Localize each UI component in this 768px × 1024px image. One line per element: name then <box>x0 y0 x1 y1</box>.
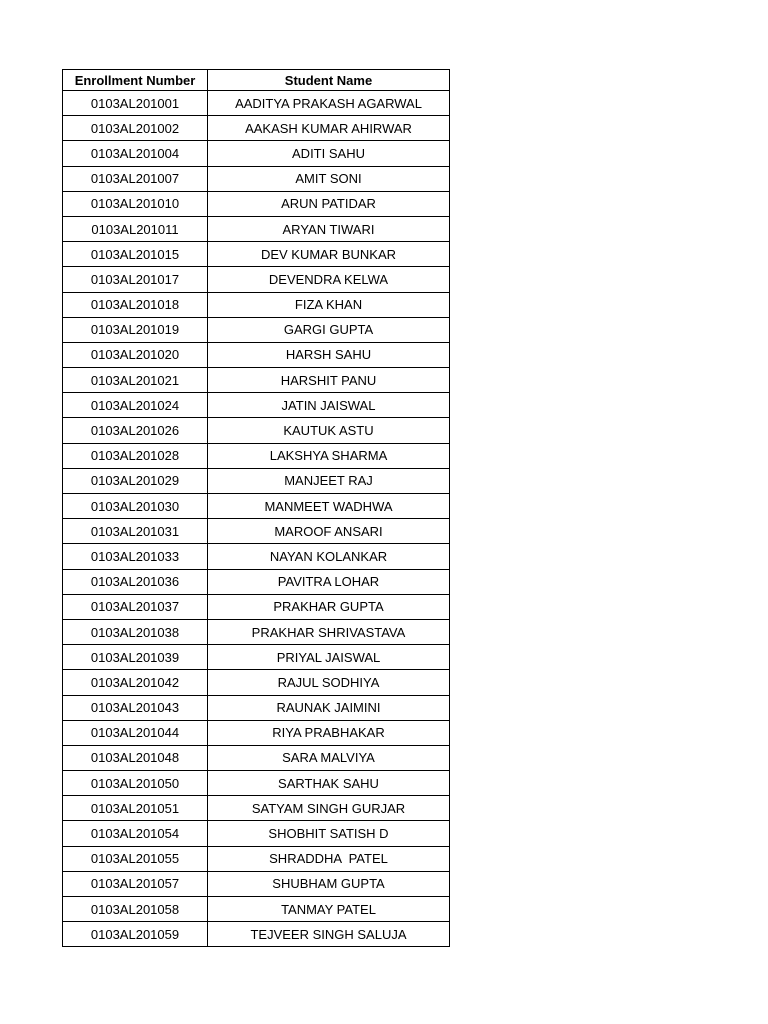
table-row <box>63 494 450 519</box>
table-row <box>63 116 450 141</box>
student-name-cell: HARSHIT PANU <box>208 368 450 393</box>
table-row <box>63 821 450 846</box>
student-name-cell: RAJUL SODHIYA <box>208 670 450 695</box>
student-name-cell: AAKASH KUMAR AHIRWAR <box>208 116 450 141</box>
student-name-cell: MANJEET RAJ <box>208 468 450 493</box>
table-row <box>63 91 450 116</box>
student-name-cell: AADITYA PRAKASH AGARWAL <box>208 91 450 116</box>
enrollment-number-cell: 0103AL201029 <box>63 468 208 493</box>
enrollment-number-cell: 0103AL201057 <box>63 871 208 896</box>
table-row <box>63 922 450 947</box>
table-row <box>63 242 450 267</box>
student-name-cell: GARGI GUPTA <box>208 317 450 342</box>
enrollment-number-cell: 0103AL201050 <box>63 771 208 796</box>
enrollment-number-cell: 0103AL201024 <box>63 393 208 418</box>
student-name-cell: HARSH SAHU <box>208 342 450 367</box>
enrollment-number-cell: 0103AL201037 <box>63 594 208 619</box>
student-name-cell: RIYA PRABHAKAR <box>208 720 450 745</box>
enrollment-number-cell: 0103AL201001 <box>63 91 208 116</box>
student-name-cell: SHOBHIT SATISH D <box>208 821 450 846</box>
table-row <box>63 216 450 241</box>
student-name-cell: ADITI SAHU <box>208 141 450 166</box>
enrollment-number-cell: 0103AL201020 <box>63 342 208 367</box>
enrollment-number-cell: 0103AL201043 <box>63 695 208 720</box>
student-name-cell: PRIYAL JAISWAL <box>208 645 450 670</box>
enrollment-number-cell: 0103AL201058 <box>63 897 208 922</box>
table-row <box>63 645 450 670</box>
table-row <box>63 796 450 821</box>
student-name-cell: SHUBHAM GUPTA <box>208 871 450 896</box>
student-name-cell: MANMEET WADHWA <box>208 494 450 519</box>
enrollment-number-cell: 0103AL201002 <box>63 116 208 141</box>
student-name-cell: RAUNAK JAIMINI <box>208 695 450 720</box>
enrollment-number-cell: 0103AL201039 <box>63 645 208 670</box>
table-row <box>63 292 450 317</box>
student-name-cell: FIZA KHAN <box>208 292 450 317</box>
enrollment-number-cell: 0103AL201051 <box>63 796 208 821</box>
enrollment-number-cell: 0103AL201017 <box>63 267 208 292</box>
table-row <box>63 443 450 468</box>
enrollment-number-cell: 0103AL201021 <box>63 368 208 393</box>
table-row <box>63 594 450 619</box>
enrollment-number-cell: 0103AL201042 <box>63 670 208 695</box>
student-name-cell: KAUTUK ASTU <box>208 418 450 443</box>
table-row <box>63 569 450 594</box>
table-row <box>63 846 450 871</box>
enrollment-number-cell: 0103AL201007 <box>63 166 208 191</box>
header-row <box>63 70 450 91</box>
enrollment-number-cell: 0103AL201004 <box>63 141 208 166</box>
enrollment-number-cell: 0103AL201026 <box>63 418 208 443</box>
enrollment-number-cell: 0103AL201019 <box>63 317 208 342</box>
table-row <box>63 342 450 367</box>
enrollment-number-cell: 0103AL201044 <box>63 720 208 745</box>
table-row <box>63 745 450 770</box>
enrollment-number-cell: 0103AL201018 <box>63 292 208 317</box>
table-row <box>63 317 450 342</box>
table-body <box>63 91 450 947</box>
table-row <box>63 468 450 493</box>
table-row <box>63 670 450 695</box>
table-row <box>63 418 450 443</box>
student-name-cell: TANMAY PATEL <box>208 897 450 922</box>
student-name-cell: DEVENDRA KELWA <box>208 267 450 292</box>
enrollment-number-cell: 0103AL201010 <box>63 191 208 216</box>
table-row <box>63 393 450 418</box>
enrollment-number-cell: 0103AL201048 <box>63 745 208 770</box>
table-row <box>63 544 450 569</box>
table-row <box>63 720 450 745</box>
enrollment-number-cell: 0103AL201036 <box>63 569 208 594</box>
student-name-cell: MAROOF ANSARI <box>208 519 450 544</box>
student-name-cell: PAVITRA LOHAR <box>208 569 450 594</box>
student-name-cell: PRAKHAR SHRIVASTAVA <box>208 619 450 644</box>
table-row <box>63 771 450 796</box>
enrollment-number-cell: 0103AL201028 <box>63 443 208 468</box>
enrollment-table <box>62 69 450 947</box>
student-name-cell: SATYAM SINGH GURJAR <box>208 796 450 821</box>
student-name-cell: DEV KUMAR BUNKAR <box>208 242 450 267</box>
student-name-cell: ARUN PATIDAR <box>208 191 450 216</box>
student-name-cell: ARYAN TIWARI <box>208 216 450 241</box>
enrollment-number-header: Enrollment Number <box>63 70 208 91</box>
enrollment-number-cell: 0103AL201054 <box>63 821 208 846</box>
table-row <box>63 267 450 292</box>
table-row <box>63 141 450 166</box>
student-name-cell: JATIN JAISWAL <box>208 393 450 418</box>
enrollment-number-cell: 0103AL201038 <box>63 619 208 644</box>
student-name-cell: NAYAN KOLANKAR <box>208 544 450 569</box>
table-row <box>63 166 450 191</box>
table-row <box>63 191 450 216</box>
student-name-cell: SARTHAK SAHU <box>208 771 450 796</box>
enrollment-number-cell: 0103AL201059 <box>63 922 208 947</box>
enrollment-number-cell: 0103AL201055 <box>63 846 208 871</box>
enrollment-number-cell: 0103AL201011 <box>63 216 208 241</box>
table-row <box>63 897 450 922</box>
student-name-cell: PRAKHAR GUPTA <box>208 594 450 619</box>
table-row <box>63 619 450 644</box>
enrollment-number-cell: 0103AL201030 <box>63 494 208 519</box>
table-row <box>63 695 450 720</box>
enrollment-number-cell: 0103AL201015 <box>63 242 208 267</box>
student-name-cell: SARA MALVIYA <box>208 745 450 770</box>
student-name-cell: LAKSHYA SHARMA <box>208 443 450 468</box>
student-name-cell: TEJVEER SINGH SALUJA <box>208 922 450 947</box>
student-name-cell: SHRADDHA PATEL <box>208 846 450 871</box>
enrollment-number-cell: 0103AL201033 <box>63 544 208 569</box>
student-name-cell: AMIT SONI <box>208 166 450 191</box>
enrollment-number-cell: 0103AL201031 <box>63 519 208 544</box>
table-row <box>63 519 450 544</box>
table-row <box>63 871 450 896</box>
student-name-header: Student Name <box>208 70 450 91</box>
table-row <box>63 368 450 393</box>
